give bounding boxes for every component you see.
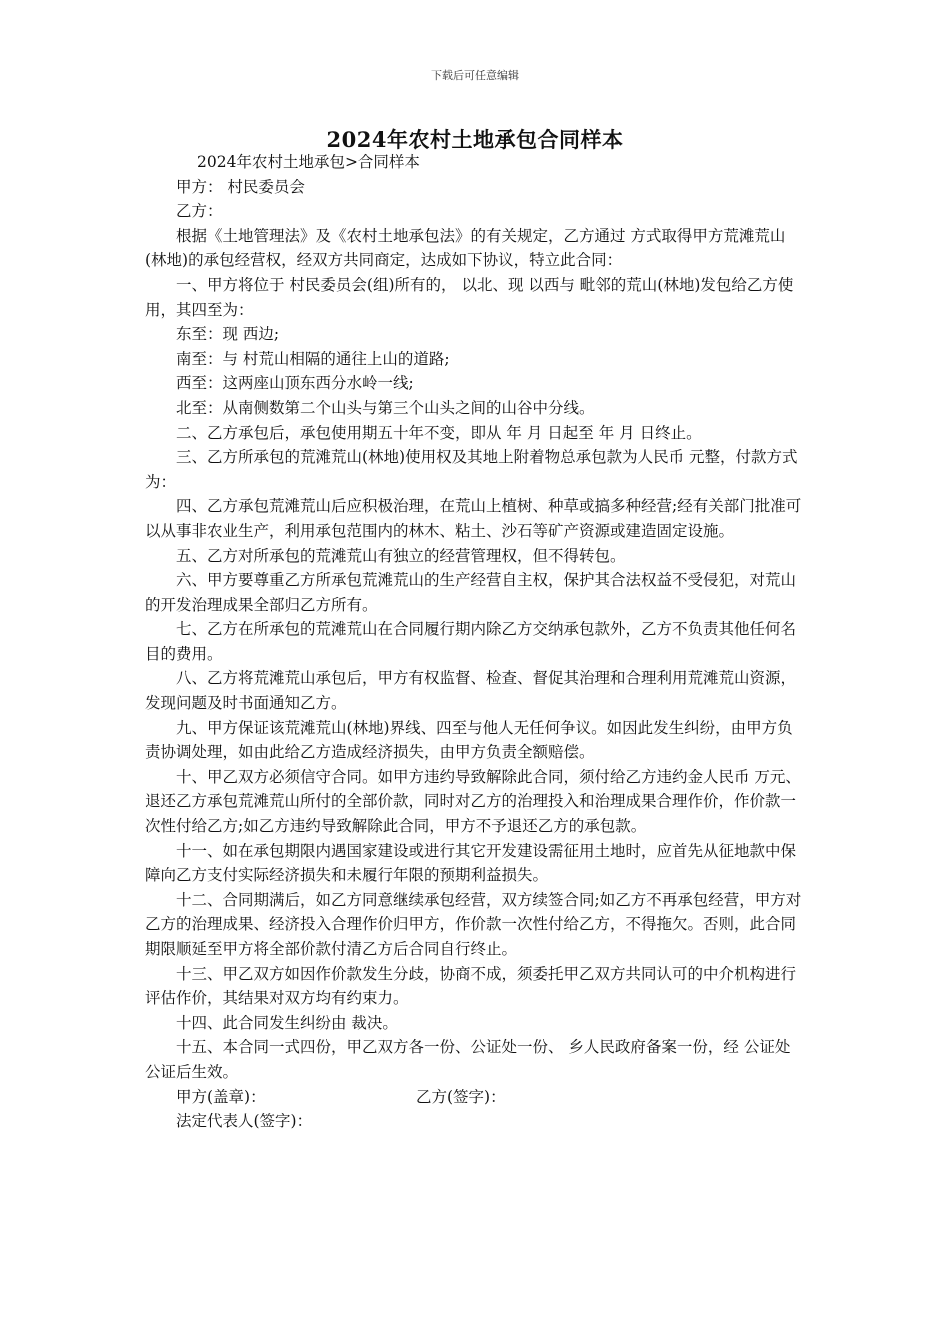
- clause-13: 十三、甲乙双方如因作价款发生分歧，协商不成，须委托甲乙双方共同认可的中介机构进行评估作价，其结果对双方均有约束力。: [145, 964, 797, 1008]
- document-subtitle: 2024年农村土地承包>合同样本: [197, 153, 420, 171]
- party-b-line: 乙方：: [176, 202, 223, 221]
- clause-5: 五、乙方对所承包的荒滩荒山有独立的经营管理权，但不得转包。: [176, 546, 626, 565]
- clause-10: 十、甲乙双方必须信守合同。如甲方违约导致解除此合同，须付给乙方违约金人民币 万元、退还乙方承包荒滩荒山所付的全部价款，同时对乙方的治理投入和治理成果合理作价，作价款一次性付给乙方;如乙方违约导致解除此合同，甲方不予退还乙方的承包款。: [145, 767, 801, 836]
- boundary-north: 北至：从南侧数第二个山头与第三个山头之间的山谷中分线。: [176, 398, 595, 417]
- clause-14: 十四、此合同发生纠纷由 裁决。: [176, 1013, 398, 1032]
- clause-4: 四、乙方承包荒滩荒山后应积极治理，在荒山上植树、种草或搞多种经营;经有关部门批准可以从事非农业生产，利用承包范围内的林木、粘土、沙石等矿产资源或建造固定设施。: [145, 497, 802, 540]
- party-a-seal-label: 甲方(盖章)：: [176, 1087, 266, 1106]
- document-body: [145, 150, 805, 1134]
- clause-12: 十二、合同期满后，如乙方同意继续承包经营，双方续签合同;如乙方不再承包经营，甲方对乙方的治理成果、经济投入合理作价归甲方，作价款一次性付给乙方，不得拖欠。否则，此合同期限顺延至甲方将全部价款付清乙方后合同自行终止。: [145, 890, 802, 958]
- party-a-line: 甲方： 村民委员会: [176, 177, 305, 196]
- legal-rep-row: [145, 1109, 805, 1134]
- legal-rep-sign-label: 法定代表人(签字)：: [176, 1112, 313, 1131]
- clause-8: 八、乙方将荒滩荒山承包后，甲方有权监督、检查、督促其治理和合理利用荒滩荒山资源，发现问题及时书面通知乙方。: [145, 669, 797, 713]
- boundary-west: 西至：这两座山顶东西分水岭一线;: [176, 374, 414, 393]
- clause-6: 六、甲方要尊重乙方所承包荒滩荒山的生产经营自主权，保护其合法权益不受侵犯，对荒山的开发治理成果全部归乙方所有。: [145, 571, 797, 614]
- clause-11: 十一、如在承包期限内遇国家建设或进行其它开发建设需征用土地时，应首先从征地款中保障向乙方支付实际经济损失和未履行年限的预期利益损失。: [145, 841, 797, 885]
- boundary-south: 南至：与 村荒山相隔的通往上山的道路;: [176, 349, 450, 368]
- clause-1: 一、甲方将位于 村民委员会(组)所有的， 以北、现 以西与 毗邻的荒山(林地)发包给乙方使用，其四至为：: [145, 275, 794, 319]
- clause-3: 三、乙方所承包的荒滩荒山(林地)使用权及其地上附着物总承包款为人民币 元整，付款方式为：: [145, 448, 798, 491]
- party-b-sign-label: 乙方(签字)：: [416, 1087, 506, 1106]
- header-note: 下载后可任意编辑: [431, 69, 519, 82]
- clause-15: 十五、本合同一式四份，甲乙双方各一份、公证处一份、 乡人民政府备案一份，经 公证处公证后生效。: [145, 1038, 791, 1081]
- document-title: 2024年农村土地承包合同样本: [326, 127, 624, 152]
- clause-2: 二、乙方承包后，承包使用期五十年不变，即从 年 月 日起至 年 月 日终止。: [176, 423, 702, 442]
- boundary-east: 东至：现 西边;: [176, 325, 280, 344]
- clause-9: 九、甲方保证该荒滩荒山(林地)界线、四至与他人无任何争议。如因此发生纠纷，由甲方负责协调处理，如由此给乙方造成经济损失，由甲方负责全额赔偿。: [145, 718, 793, 762]
- preamble-paragraph: 根据《土地管理法》及《农村土地承包法》的有关规定，乙方通过 方式取得甲方荒滩荒山(林地)的承包经营权，经双方共同商定，达成如下协议，特立此合同：: [145, 226, 786, 270]
- signature-row: [145, 1085, 805, 1110]
- clause-7: 七、乙方在所承包的荒滩荒山在合同履行期内除乙方交纳承包款外，乙方不负责其他任何名目的费用。: [145, 620, 797, 663]
